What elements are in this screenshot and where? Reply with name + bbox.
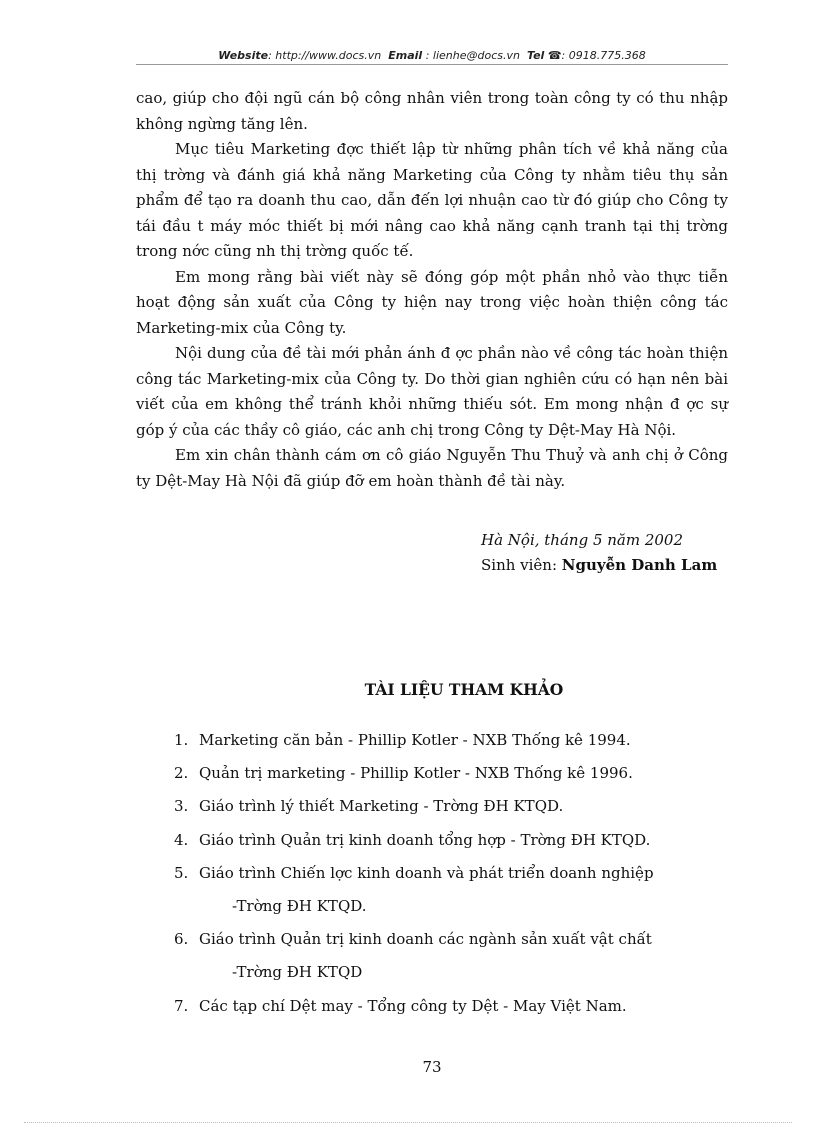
tel-value: : 0918.775.368 bbox=[561, 49, 646, 62]
reference-item bbox=[174, 829, 734, 862]
signature-date: Hà Nội, tháng 5 năm 2002 bbox=[481, 531, 684, 549]
reference-number: 5. bbox=[174, 863, 189, 882]
reference-text: Giáo trình Quản trị kinh doanh các ngành sản xuất vật chất bbox=[199, 930, 652, 949]
reference-text: Các tạp chí Dệt may - Tổng công ty Dệt - May Việt Nam. bbox=[199, 996, 627, 1015]
student-name: Nguyễn Danh Lam bbox=[561, 556, 718, 574]
phone-icon: ☎ bbox=[547, 49, 562, 62]
reference-text: Quản trị marketing - Phillip Kotler - NXB Thống kê 1996. bbox=[199, 764, 633, 783]
reference-number: 7. bbox=[174, 996, 189, 1015]
paragraph: Em mong rằng bài viết này sẽ đóng góp một phần nhỏ vào thực tiễn hoạt động sản xuất của Công ty hiện nay trong việc hoàn thiện công tác Marketing-mix của Công ty. bbox=[136, 267, 728, 337]
reference-item bbox=[174, 729, 734, 762]
reference-number: 3. bbox=[174, 797, 189, 816]
reference-item bbox=[174, 795, 734, 828]
reference-number: 1. bbox=[174, 731, 189, 749]
reference-item bbox=[174, 762, 734, 795]
website-label: Website bbox=[218, 49, 269, 62]
reference-item bbox=[174, 928, 734, 961]
page-header bbox=[136, 49, 728, 65]
reference-number: 2. bbox=[174, 764, 189, 783]
reference-text: Giáo trình Chiến lợc kinh doanh và phát triển doanh nghiệp bbox=[199, 863, 654, 882]
reference-number: 4. bbox=[174, 830, 189, 849]
reference-item bbox=[174, 862, 734, 895]
paragraph: Em xin chân thành cám ơn cô giáo Nguyễn Thu Thuỷ và anh chị ở Công ty Dệt-May Hà Nội đã giúp đỡ em hoàn thành đề tài này. bbox=[136, 446, 728, 490]
paragraph: Nội dung của đề tài mới phản ánh đ ợc phần nào về công tác hoàn thiện công tác Marketing-mix của Công ty. Do thời gian nghiên cứu có hạn nên bài viết của em không thể tránh khỏi những thiếu sót. Em mong nhận đ ợc sự góp ý của các thầy cô giáo, các anh chị trong Công ty Dệt-May Hà Nội. bbox=[136, 344, 728, 439]
signature-label: Sinh viên: bbox=[481, 556, 562, 574]
reference-text: Giáo trình lý thiết Marketing - Trờng ĐH KTQD. bbox=[199, 797, 564, 816]
reference-continuation: -Trờng ĐH KTQD bbox=[232, 963, 363, 982]
signature-block bbox=[481, 528, 717, 578]
website-url: : http://www.docs.vn bbox=[268, 49, 382, 62]
reference-item bbox=[174, 995, 734, 1028]
paragraph: Mục tiêu Marketing đợc thiết lập từ những phân tích về khả năng của thị trờng và đánh giá khả năng Marketing của Công ty nhằm tiêu thụ sản phẩm để tạo ra doanh thu cao, dẫn đến lợi nhuận cao từ đó giúp cho Công ty tái đầu t máy móc thiết bị mới nâng cao khả năng cạnh tranh tại thị trờng trong nớc cũng nh thị trờng quốc tế. bbox=[136, 140, 728, 260]
page-number: 73 bbox=[422, 1058, 442, 1076]
reference-text: Giáo trình Quản trị kinh doanh tổng hợp - Trờng ĐH KTQD. bbox=[199, 830, 651, 849]
body-text bbox=[136, 86, 728, 494]
reference-number: 6. bbox=[174, 930, 189, 949]
email-value: : lienhe@docs.vn bbox=[425, 49, 520, 62]
references-title: TÀI LIỆU THAM KHẢO bbox=[364, 680, 564, 699]
email-label: Email bbox=[388, 49, 423, 62]
reference-list bbox=[174, 729, 734, 1028]
tel-label: Tel bbox=[526, 49, 545, 62]
reference-text: Marketing căn bản - Phillip Kotler - NXB Thống kê 1994. bbox=[199, 731, 631, 749]
reference-continuation: -Trờng ĐH KTQD. bbox=[232, 896, 367, 915]
paragraph: cao, giúp cho đội ngũ cán bộ công nhân viên trong toàn công ty có thu nhập không ngừng tăng lên. bbox=[136, 89, 728, 133]
signature-line bbox=[481, 553, 717, 578]
